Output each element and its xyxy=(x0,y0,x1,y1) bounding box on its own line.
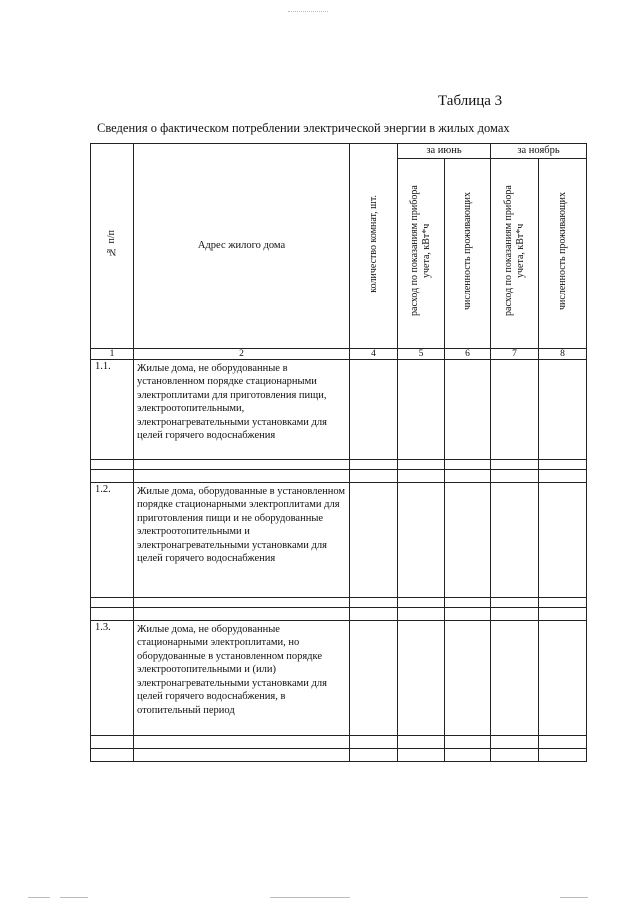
table-label: Таблица 3 xyxy=(438,93,503,109)
header-november-label: за ноябрь xyxy=(517,145,560,156)
data-cell[interactable] xyxy=(350,359,398,459)
header-june-residents-label: численность проживающих xyxy=(461,191,473,310)
row-description: Жилые дома, не оборудованные стационарными электроплитами, но оборудованные в установленном порядке электроотопительными и (или) электронагревательными установками для целей горячего водоснабжения, в отопительный период xyxy=(134,620,350,735)
table-row xyxy=(91,482,587,597)
header-june-meter-label xyxy=(409,163,433,338)
data-cell[interactable] xyxy=(445,620,491,735)
header-rooms xyxy=(350,144,398,349)
data-cell[interactable] xyxy=(539,482,587,597)
data-cell[interactable] xyxy=(445,359,491,459)
consumption-table xyxy=(90,143,587,762)
header-november-residents-label: численность проживающих xyxy=(556,191,568,310)
header-number-label: № п/п xyxy=(106,230,117,257)
row-description: Жилые дома, не оборудованные в установленном порядке стационарными электроплитами для приготовления пищи, электроотопительными, электронагревательными установками для целей горячего водоснабжения xyxy=(134,359,350,459)
column-numbers-row xyxy=(91,348,587,359)
column-number: 8 xyxy=(539,348,587,359)
row-description: Жилые дома, оборудованные в установленном порядке стационарными электроплитами для приготовления пищи и не оборудованные электроотопительными и электронагревательными установками для целей горячего водоснабжения xyxy=(134,482,350,597)
header-address-label: Адрес жилого дома xyxy=(197,240,286,251)
column-number: 1 xyxy=(91,348,134,359)
scan-artifact xyxy=(60,897,88,898)
blank-row xyxy=(91,735,587,748)
header-rooms-label: количество комнат, шт. xyxy=(367,194,379,293)
header-november xyxy=(491,144,587,159)
table-row xyxy=(91,359,587,459)
data-cell[interactable] xyxy=(491,482,539,597)
header-november-meter xyxy=(491,158,539,348)
column-number: 4 xyxy=(350,348,398,359)
meter-line2: учета, кВт*ч xyxy=(421,223,432,278)
row-index: 1.1. xyxy=(91,359,134,459)
column-number: 6 xyxy=(445,348,491,359)
header-number xyxy=(91,144,134,349)
row-index: 1.3. xyxy=(91,620,134,735)
data-cell[interactable] xyxy=(398,359,445,459)
blank-row xyxy=(91,748,587,761)
column-number: 7 xyxy=(491,348,539,359)
header-address xyxy=(134,144,350,349)
data-cell[interactable] xyxy=(398,620,445,735)
header-june xyxy=(398,144,491,159)
meter-line1: расход по показаниям прибора xyxy=(502,185,514,317)
row-index: 1.2. xyxy=(91,482,134,597)
data-cell[interactable] xyxy=(350,482,398,597)
column-number: 5 xyxy=(398,348,445,359)
data-cell[interactable] xyxy=(398,482,445,597)
document-title: Сведения о фактическом потреблении электрической энергии в жилых домах xyxy=(97,121,510,135)
meter-line1: расход по показаниям прибора xyxy=(409,185,420,317)
blank-row xyxy=(91,607,587,620)
data-cell[interactable] xyxy=(445,482,491,597)
header-june-residents xyxy=(445,158,491,348)
column-number: 2 xyxy=(134,348,350,359)
table-row xyxy=(91,620,587,735)
data-cell[interactable] xyxy=(491,359,539,459)
scan-artifact xyxy=(28,897,50,898)
scan-artifact xyxy=(560,897,588,898)
blank-row xyxy=(91,459,587,469)
data-cell[interactable] xyxy=(539,620,587,735)
blank-row xyxy=(91,469,587,482)
meter-line2: учета, кВт*ч xyxy=(514,223,526,278)
header-november-residents xyxy=(539,158,587,348)
data-cell[interactable] xyxy=(491,620,539,735)
header-november-meter-label xyxy=(503,163,527,338)
scan-artifact xyxy=(288,11,328,14)
data-cell[interactable] xyxy=(539,359,587,459)
header-june-meter xyxy=(398,158,445,348)
blank-row xyxy=(91,597,587,607)
data-cell[interactable] xyxy=(350,620,398,735)
scan-artifact xyxy=(270,897,350,898)
header-june-label: за июнь xyxy=(426,145,462,156)
